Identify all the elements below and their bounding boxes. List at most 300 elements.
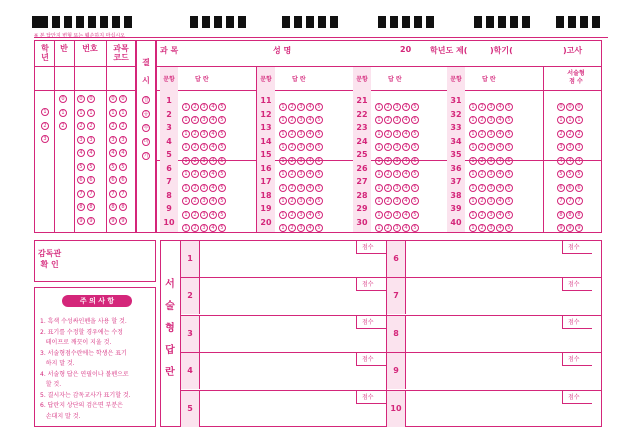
choice-bubble[interactable]: 2 (478, 197, 486, 205)
choice-bubble[interactable]: 4 (402, 170, 410, 178)
choice-bubble[interactable]: 4 (402, 211, 410, 219)
essay-score-bubble[interactable]: 2 (557, 130, 565, 138)
digit-bubble[interactable]: 7 (87, 190, 95, 198)
choice-bubble[interactable]: 5 (505, 211, 513, 219)
essay-score-bubble[interactable]: 5 (575, 170, 583, 178)
choice-bubble[interactable]: 4 (496, 224, 504, 232)
choice-bubble[interactable]: 3 (297, 143, 305, 151)
choice-bubble[interactable]: 1 (375, 170, 383, 178)
digit-bubble[interactable]: 3 (77, 136, 85, 144)
digit-bubble[interactable]: 6 (77, 176, 85, 184)
choice-bubble[interactable]: 4 (306, 224, 314, 232)
essay-score-bubble[interactable]: 8 (575, 211, 583, 219)
choice-bubble[interactable]: 5 (411, 103, 419, 111)
choice-bubble[interactable]: 5 (315, 157, 323, 165)
essay-score-bubble[interactable]: 0 (566, 103, 574, 111)
choice-bubble[interactable]: 5 (315, 184, 323, 192)
digit-bubble[interactable]: 2 (59, 122, 67, 130)
essay-score-bubble[interactable]: 9 (557, 224, 565, 232)
choice-bubble[interactable]: 5 (411, 197, 419, 205)
digit-bubble[interactable]: 6 (119, 176, 127, 184)
choice-bubble[interactable]: 4 (306, 130, 314, 138)
choice-bubble[interactable]: 3 (297, 103, 305, 111)
choice-bubble[interactable]: 5 (218, 143, 226, 151)
digit-bubble[interactable]: 2 (109, 122, 117, 130)
digit-bubble[interactable]: 0 (59, 95, 67, 103)
choice-bubble[interactable]: 3 (200, 116, 208, 124)
digit-bubble[interactable]: 0 (119, 95, 127, 103)
choice-bubble[interactable]: 1 (279, 184, 287, 192)
choice-bubble[interactable]: 2 (191, 103, 199, 111)
digit-bubble[interactable]: 7 (109, 190, 117, 198)
choice-bubble[interactable]: 2 (288, 184, 296, 192)
essay-score-bubble[interactable]: 7 (575, 197, 583, 205)
choice-bubble[interactable]: 2 (384, 143, 392, 151)
digit-bubble[interactable]: 7 (77, 190, 85, 198)
choice-bubble[interactable]: 4 (209, 103, 217, 111)
choice-bubble[interactable]: 1 (182, 170, 190, 178)
choice-bubble[interactable]: 3 (487, 184, 495, 192)
digit-bubble[interactable]: 9 (77, 217, 85, 225)
choice-bubble[interactable]: 4 (496, 103, 504, 111)
choice-bubble[interactable]: 1 (182, 157, 190, 165)
choice-bubble[interactable]: 3 (200, 224, 208, 232)
choice-bubble[interactable]: 4 (496, 143, 504, 151)
score-label: 점수 (568, 244, 580, 251)
question-number: 19 (260, 204, 272, 213)
choice-bubble[interactable]: 2 (384, 157, 392, 165)
choice-bubble[interactable]: 5 (505, 116, 513, 124)
choice-bubble[interactable]: 1 (182, 224, 190, 232)
question-number: 37 (450, 177, 462, 186)
digit-bubble[interactable]: 5 (87, 163, 95, 171)
choice-bubble[interactable]: 5 (411, 130, 419, 138)
choice-bubble[interactable]: 3 (297, 184, 305, 192)
choice-bubble[interactable]: 3 (393, 143, 401, 151)
choice-bubble[interactable]: 2 (191, 211, 199, 219)
choice-bubble[interactable]: 1 (469, 211, 477, 219)
essay-answer-field[interactable] (202, 242, 354, 275)
digit-bubble[interactable]: 0 (109, 95, 117, 103)
choice-bubble[interactable]: 3 (297, 130, 305, 138)
choice-bubble[interactable]: 5 (315, 130, 323, 138)
essay-score-bubble[interactable]: 3 (557, 143, 565, 151)
digit-bubble[interactable]: 6 (87, 176, 95, 184)
choice-bubble[interactable]: 3 (393, 157, 401, 165)
choice-bubble[interactable]: 2 (384, 170, 392, 178)
choice-bubble[interactable]: 3 (200, 143, 208, 151)
digit-bubble[interactable]: 2 (119, 122, 127, 130)
absent-bubble[interactable]: 기 (143, 153, 149, 159)
choice-bubble[interactable]: 2 (478, 103, 486, 111)
choice-bubble[interactable]: 2 (384, 116, 392, 124)
choice-bubble[interactable]: 1 (375, 116, 383, 124)
choice-bubble[interactable]: 5 (218, 170, 226, 178)
choice-bubble[interactable]: 4 (306, 197, 314, 205)
digit-bubble[interactable]: 8 (109, 203, 117, 211)
essay-score-bubble[interactable]: 1 (566, 116, 574, 124)
choice-bubble[interactable]: 5 (315, 224, 323, 232)
essay-answer-field[interactable] (202, 354, 354, 387)
choice-bubble[interactable]: 1 (182, 211, 190, 219)
essay-answer-field[interactable] (202, 317, 354, 350)
essay-score-bubble[interactable]: 6 (566, 184, 574, 192)
choice-bubble[interactable]: 1 (182, 130, 190, 138)
essay-score-bubble[interactable]: 3 (575, 143, 583, 151)
choice-bubble[interactable]: 1 (469, 184, 477, 192)
choice-bubble[interactable]: 3 (393, 116, 401, 124)
choice-bubble[interactable]: 1 (279, 170, 287, 178)
choice-bubble[interactable]: 2 (191, 130, 199, 138)
choice-bubble[interactable]: 4 (402, 130, 410, 138)
choice-bubble[interactable]: 1 (279, 211, 287, 219)
essay-score-bubble[interactable]: 7 (557, 197, 565, 205)
choice-bubble[interactable]: 2 (288, 197, 296, 205)
choice-bubble[interactable]: 1 (469, 130, 477, 138)
choice-bubble[interactable]: 4 (306, 157, 314, 165)
choice-bubble[interactable]: 1 (279, 143, 287, 151)
choice-bubble[interactable]: 4 (209, 116, 217, 124)
choice-bubble[interactable]: 1 (469, 157, 477, 165)
choice-bubble[interactable]: 1 (469, 224, 477, 232)
essay-answer-field[interactable] (408, 392, 560, 425)
digit-bubble[interactable]: 9 (87, 217, 95, 225)
digit-bubble[interactable]: 1 (41, 108, 49, 116)
choice-bubble[interactable]: 5 (218, 103, 226, 111)
choice-bubble[interactable]: 4 (402, 197, 410, 205)
essay-score-bubble[interactable]: 3 (566, 143, 574, 151)
choice-bubble[interactable]: 4 (496, 130, 504, 138)
choice-bubble[interactable]: 3 (487, 197, 495, 205)
choice-bubble[interactable]: 3 (200, 170, 208, 178)
digit-bubble[interactable]: 5 (119, 163, 127, 171)
choice-bubble[interactable]: 5 (411, 116, 419, 124)
choice-bubble[interactable]: 1 (182, 184, 190, 192)
essay-score-bubble[interactable]: 2 (575, 130, 583, 138)
choice-bubble[interactable]: 3 (297, 170, 305, 178)
choice-bubble[interactable]: 5 (505, 170, 513, 178)
choice-bubble[interactable]: 3 (487, 143, 495, 151)
essay-score-bubble[interactable]: 6 (575, 184, 583, 192)
digit-bubble[interactable]: 1 (59, 109, 67, 117)
digit-bubble[interactable]: 3 (109, 136, 117, 144)
digit-bubble[interactable]: 5 (109, 163, 117, 171)
digit-bubble[interactable]: 5 (77, 163, 85, 171)
choice-bubble[interactable]: 4 (496, 211, 504, 219)
choice-bubble[interactable]: 5 (411, 143, 419, 151)
choice-bubble[interactable]: 3 (393, 170, 401, 178)
choice-bubble[interactable]: 1 (182, 116, 190, 124)
essay-score-bubble[interactable]: 9 (566, 224, 574, 232)
essay-score-bubble[interactable]: 5 (566, 170, 574, 178)
choice-bubble[interactable]: 2 (191, 184, 199, 192)
choice-bubble[interactable]: 1 (279, 224, 287, 232)
choice-bubble[interactable]: 1 (279, 103, 287, 111)
choice-bubble[interactable]: 3 (200, 184, 208, 192)
choice-bubble[interactable]: 4 (209, 184, 217, 192)
choice-bubble[interactable]: 1 (279, 116, 287, 124)
choice-bubble[interactable]: 5 (411, 157, 419, 165)
choice-bubble[interactable]: 2 (288, 103, 296, 111)
choice-bubble[interactable]: 3 (200, 103, 208, 111)
digit-bubble[interactable]: 8 (87, 203, 95, 211)
choice-bubble[interactable]: 2 (478, 170, 486, 178)
choice-bubble[interactable]: 5 (218, 130, 226, 138)
choice-bubble[interactable]: 4 (209, 197, 217, 205)
choice-bubble[interactable]: 1 (375, 130, 383, 138)
choice-bubble[interactable]: 3 (487, 130, 495, 138)
choice-bubble[interactable]: 3 (297, 197, 305, 205)
choice-bubble[interactable]: 1 (469, 116, 477, 124)
choice-bubble[interactable]: 3 (393, 184, 401, 192)
choice-bubble[interactable]: 3 (487, 224, 495, 232)
choice-bubble[interactable]: 5 (411, 170, 419, 178)
choice-bubble[interactable]: 3 (487, 157, 495, 165)
digit-bubble[interactable]: 2 (41, 122, 49, 130)
choice-bubble[interactable]: 5 (505, 130, 513, 138)
choice-bubble[interactable]: 2 (478, 224, 486, 232)
choice-bubble[interactable]: 5 (315, 211, 323, 219)
choice-bubble[interactable]: 2 (191, 157, 199, 165)
essay-score-bubble[interactable]: 0 (557, 103, 565, 111)
essay-score-bubble[interactable]: 5 (557, 170, 565, 178)
choice-bubble[interactable]: 5 (315, 170, 323, 178)
choice-bubble[interactable]: 5 (505, 157, 513, 165)
digit-bubble[interactable]: 4 (109, 149, 117, 157)
essay-answer-field[interactable] (408, 317, 560, 350)
essay-score-bubble[interactable]: 1 (575, 116, 583, 124)
digit-bubble[interactable]: 3 (87, 136, 95, 144)
choice-bubble[interactable]: 3 (200, 197, 208, 205)
choice-bubble[interactable]: 5 (218, 211, 226, 219)
choice-bubble[interactable]: 4 (496, 116, 504, 124)
choice-bubble[interactable]: 1 (469, 197, 477, 205)
essay-number: 9 (393, 366, 399, 376)
choice-bubble[interactable]: 4 (209, 224, 217, 232)
digit-bubble[interactable]: 6 (109, 176, 117, 184)
choice-bubble[interactable]: 5 (505, 103, 513, 111)
choice-bubble[interactable]: 1 (375, 211, 383, 219)
choice-bubble[interactable]: 4 (306, 170, 314, 178)
choice-bubble[interactable]: 4 (402, 157, 410, 165)
choice-bubble[interactable]: 4 (209, 211, 217, 219)
digit-bubble[interactable]: 3 (119, 136, 127, 144)
choice-bubble[interactable]: 1 (375, 224, 383, 232)
choice-bubble[interactable]: 2 (478, 211, 486, 219)
choice-bubble[interactable]: 3 (200, 157, 208, 165)
choice-bubble[interactable]: 2 (288, 130, 296, 138)
absent-bubble[interactable]: 부 (143, 125, 149, 131)
essay-score-bubble[interactable]: 6 (557, 184, 565, 192)
absent-bubble[interactable]: 미 (143, 139, 149, 145)
choice-bubble[interactable]: 5 (315, 116, 323, 124)
choice-bubble[interactable]: 4 (402, 184, 410, 192)
essay-score-bubble[interactable]: 7 (566, 197, 574, 205)
digit-bubble[interactable]: 1 (87, 109, 95, 117)
choice-bubble[interactable]: 1 (375, 103, 383, 111)
choice-bubble[interactable]: 3 (393, 211, 401, 219)
choice-bubble[interactable]: 2 (288, 157, 296, 165)
digit-bubble[interactable]: 9 (109, 217, 117, 225)
essay-score-bubble[interactable]: 4 (575, 157, 583, 165)
digit-bubble[interactable]: 8 (119, 203, 127, 211)
question-number: 27 (356, 177, 368, 186)
choice-bubble[interactable]: 1 (375, 197, 383, 205)
choice-bubble[interactable]: 2 (191, 170, 199, 178)
choice-bubble[interactable]: 5 (315, 143, 323, 151)
choice-bubble[interactable]: 5 (218, 157, 226, 165)
choice-bubble[interactable]: 2 (288, 116, 296, 124)
absent-bubble[interactable]: 결 (143, 97, 149, 103)
choice-bubble[interactable]: 4 (306, 103, 314, 111)
choice-bubble[interactable]: 5 (218, 224, 226, 232)
choice-bubble[interactable]: 2 (288, 170, 296, 178)
choice-bubble[interactable]: 4 (496, 197, 504, 205)
choice-bubble[interactable]: 2 (384, 103, 392, 111)
choice-bubble[interactable]: 5 (315, 103, 323, 111)
choice-bubble[interactable]: 3 (393, 130, 401, 138)
digit-bubble[interactable]: 4 (87, 149, 95, 157)
choice-bubble[interactable]: 2 (191, 224, 199, 232)
digit-bubble[interactable]: 2 (77, 122, 85, 130)
essay-score-bubble[interactable]: 0 (575, 103, 583, 111)
choice-bubble[interactable]: 4 (306, 184, 314, 192)
choice-bubble[interactable]: 1 (469, 103, 477, 111)
choice-bubble[interactable]: 3 (393, 197, 401, 205)
choice-bubble[interactable]: 5 (315, 197, 323, 205)
choice-bubble[interactable]: 3 (487, 103, 495, 111)
choice-bubble[interactable]: 2 (288, 224, 296, 232)
digit-bubble[interactable]: 1 (109, 109, 117, 117)
choice-bubble[interactable]: 1 (375, 143, 383, 151)
choice-bubble[interactable]: 3 (487, 170, 495, 178)
score-box-divider (562, 277, 563, 290)
choice-bubble[interactable]: 1 (375, 157, 383, 165)
choice-bubble[interactable]: 4 (306, 143, 314, 151)
choice-bubble[interactable]: 2 (288, 211, 296, 219)
choice-bubble[interactable]: 3 (200, 211, 208, 219)
essay-score-bubble[interactable]: 1 (557, 116, 565, 124)
choice-bubble[interactable]: 2 (384, 197, 392, 205)
essay-score-bubble[interactable]: 4 (566, 157, 574, 165)
choice-bubble[interactable]: 5 (505, 143, 513, 151)
choice-bubble[interactable]: 2 (478, 143, 486, 151)
choice-bubble[interactable]: 4 (209, 157, 217, 165)
choice-bubble[interactable]: 1 (375, 184, 383, 192)
choice-bubble[interactable]: 5 (411, 211, 419, 219)
choice-bubble[interactable]: 1 (182, 103, 190, 111)
digit-bubble[interactable]: 3 (41, 135, 49, 143)
choice-bubble[interactable]: 5 (218, 184, 226, 192)
choice-bubble[interactable]: 5 (411, 184, 419, 192)
choice-bubble[interactable]: 5 (411, 224, 419, 232)
digit-bubble[interactable]: 2 (87, 122, 95, 130)
digit-bubble[interactable]: 1 (77, 109, 85, 117)
choice-bubble[interactable]: 1 (279, 130, 287, 138)
choice-bubble[interactable]: 3 (200, 130, 208, 138)
choice-bubble[interactable]: 5 (505, 184, 513, 192)
essay-answer-field[interactable] (202, 392, 354, 425)
choice-bubble[interactable]: 4 (496, 170, 504, 178)
choice-bubble[interactable]: 4 (496, 157, 504, 165)
choice-bubble[interactable]: 1 (182, 143, 190, 151)
choice-bubble[interactable]: 4 (306, 116, 314, 124)
essay-score-bubble[interactable]: 8 (566, 211, 574, 219)
choice-bubble[interactable]: 2 (191, 197, 199, 205)
choice-bubble[interactable]: 5 (505, 197, 513, 205)
choice-bubble[interactable]: 2 (191, 116, 199, 124)
choice-bubble[interactable]: 3 (297, 157, 305, 165)
digit-bubble[interactable]: 7 (119, 190, 127, 198)
choice-bubble[interactable]: 2 (478, 130, 486, 138)
choice-bubble[interactable]: 2 (288, 143, 296, 151)
digit-bubble[interactable]: 1 (119, 109, 127, 117)
choice-bubble[interactable]: 2 (384, 211, 392, 219)
score-box-line (562, 253, 592, 254)
essay-answer-field[interactable] (408, 354, 560, 387)
choice-bubble[interactable]: 1 (279, 157, 287, 165)
essay-score-bubble[interactable]: 2 (566, 130, 574, 138)
digit-bubble[interactable]: 9 (119, 217, 127, 225)
choice-bubble[interactable]: 3 (297, 116, 305, 124)
choice-bubble[interactable]: 5 (218, 116, 226, 124)
choice-bubble[interactable]: 3 (487, 211, 495, 219)
choice-bubble[interactable]: 2 (478, 116, 486, 124)
choice-bubble[interactable]: 2 (478, 157, 486, 165)
essay-score-bubble[interactable]: 8 (557, 211, 565, 219)
choice-bubble[interactable]: 4 (402, 103, 410, 111)
choice-bubble[interactable]: 4 (209, 170, 217, 178)
essay-number: 8 (393, 328, 399, 338)
essay-score-bubble[interactable]: 9 (575, 224, 583, 232)
choice-bubble[interactable]: 3 (393, 103, 401, 111)
digit-bubble[interactable]: 4 (119, 149, 127, 157)
absent-bubble[interactable]: 응 (143, 111, 149, 117)
choice-bubble[interactable]: 1 (182, 197, 190, 205)
essay-answer-field[interactable] (408, 279, 560, 312)
choice-bubble[interactable]: 3 (297, 224, 305, 232)
choice-bubble[interactable]: 4 (306, 211, 314, 219)
choice-bubble[interactable]: 2 (478, 184, 486, 192)
choice-bubble[interactable]: 4 (402, 224, 410, 232)
choice-bubble[interactable]: 1 (469, 170, 477, 178)
digit-bubble[interactable]: 0 (87, 95, 95, 103)
digit-bubble[interactable]: 8 (77, 203, 85, 211)
choice-bubble[interactable]: 4 (209, 143, 217, 151)
choice-bubble[interactable]: 2 (384, 130, 392, 138)
choice-bubble[interactable]: 4 (402, 143, 410, 151)
essay-score-bubble[interactable]: 4 (557, 157, 565, 165)
choice-bubble[interactable]: 5 (505, 224, 513, 232)
choice-bubble[interactable]: 2 (384, 184, 392, 192)
essay-answer-field[interactable] (408, 242, 560, 275)
digit-bubble[interactable]: 0 (77, 95, 85, 103)
choice-bubble[interactable]: 3 (393, 224, 401, 232)
choice-bubble[interactable]: 4 (496, 184, 504, 192)
choice-bubble[interactable]: 5 (218, 197, 226, 205)
choice-bubble[interactable]: 1 (469, 143, 477, 151)
choice-bubble[interactable]: 3 (487, 116, 495, 124)
choice-bubble[interactable]: 2 (384, 224, 392, 232)
choice-bubble[interactable]: 1 (279, 197, 287, 205)
digit-bubble[interactable]: 4 (77, 149, 85, 157)
choice-bubble[interactable]: 2 (191, 143, 199, 151)
choice-bubble[interactable]: 4 (209, 130, 217, 138)
essay-answer-field[interactable] (202, 279, 354, 312)
timing-mark (282, 16, 290, 28)
choice-bubble[interactable]: 4 (402, 116, 410, 124)
choice-bubble[interactable]: 3 (297, 211, 305, 219)
